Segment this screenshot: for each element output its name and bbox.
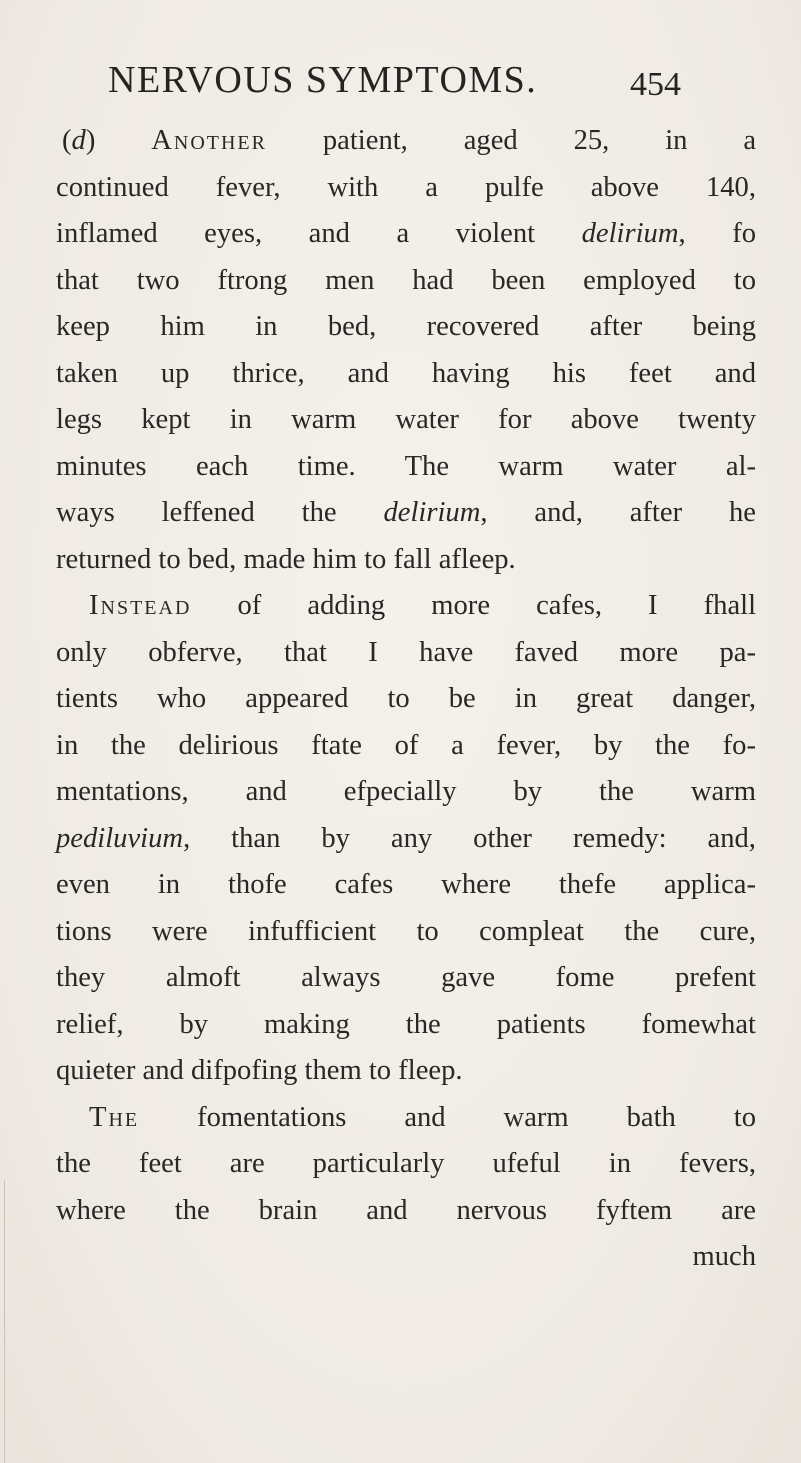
text-line: relief, by making the patients fomewhat [56, 1008, 756, 1040]
text-line: where the brain and nervous fyftem are [56, 1194, 756, 1226]
text-line: minutes each time. The warm water al- [56, 450, 756, 482]
text-line: only obferve, that I have faved more pa- [56, 636, 756, 668]
text-line: even in thofe cafes where thefe applica- [56, 869, 756, 900]
text-line: in the delirious ftate of a fever, by the fo- [56, 729, 756, 761]
text-line: legs kept in warm water for above twenty [56, 404, 756, 435]
text-line: the feet are particularly ufeful in fevers, [56, 1148, 756, 1179]
body-text [56, 118, 756, 1281]
text-line: mentations, and efpecially by the warm [56, 776, 756, 807]
text-line: ways leffened the delirium, and, after he [56, 497, 756, 528]
catchword: much [692, 1241, 756, 1272]
running-head: NERVOUS SYMPTOMS. [108, 59, 538, 101]
text-line: that two ftrong men had been employed to [56, 264, 756, 296]
text-line: returned to bed, made him to fall afleep. [56, 543, 516, 575]
text-line: tions were infufficient to compleat the cure, [56, 915, 756, 947]
text-line: taken up thrice, and having his feet and [56, 357, 756, 389]
text-line: tients who appeared to be in great danger, [56, 683, 756, 714]
page-number: 454 [630, 66, 681, 103]
text-line: keep him in bed, recovered after being [56, 311, 756, 342]
text-line: pediluvium, than by any other remedy: and, [56, 822, 756, 854]
page-header [0, 58, 801, 108]
text-line: (d) Another patient, aged 25, in a [62, 125, 757, 156]
text-line: inflamed eyes, and a violent delirium, fo [56, 218, 757, 249]
text-line: Instead of adding more cafes, I fhall [89, 590, 757, 621]
text-line: they almoft always gave fome prefent [56, 962, 756, 993]
gutter-edge [4, 1180, 5, 1463]
text-line: The fomentations and warm bath to [89, 1101, 757, 1133]
text-line: continued fever, with a pulfe above 140, [56, 171, 756, 203]
text-line: quieter and difpofing them to fleep. [56, 1055, 463, 1086]
